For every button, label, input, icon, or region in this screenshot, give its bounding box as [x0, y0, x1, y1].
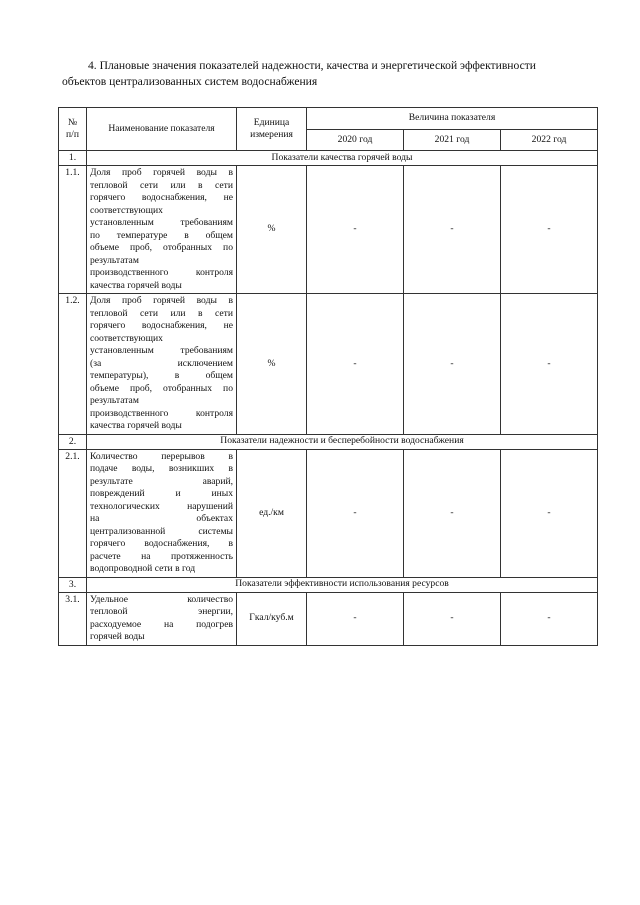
section-title: Показатели качества горячей воды [87, 151, 598, 166]
unit-cell: Гкал/куб.м [237, 592, 307, 645]
document-heading [62, 58, 597, 90]
value-cell: - [307, 449, 404, 577]
value-cell: - [404, 449, 501, 577]
indicator-name-line: повреждений и иных [90, 488, 233, 499]
value-cell: - [501, 449, 598, 577]
indicator-name-line: технологических нарушений [90, 500, 233, 512]
indicator-name-line: температуры), в общем [90, 370, 233, 381]
row-number: 3.1. [59, 592, 87, 645]
section-row [59, 434, 598, 449]
indicator-name-line: тепловой сети или в сети [90, 307, 233, 319]
value-cell: - [307, 592, 404, 645]
indicator-name-line: производственного контроля [90, 267, 233, 278]
header-year-2021: 2021 год [404, 130, 501, 151]
indicator-name-line: Удельное количество [90, 593, 233, 605]
indicator-name-line: установленным требованиям [90, 345, 233, 356]
section-number: 3. [59, 577, 87, 592]
table-row [59, 592, 598, 645]
section-number: 1. [59, 151, 87, 166]
indicator-name-line: расходуемое на подогрев [90, 618, 233, 630]
header-value-group: Величина показателя [307, 108, 598, 130]
indicator-name-line: тепловой энергии, [90, 606, 233, 617]
indicator-name-line: Доля проб горячей воды в [90, 167, 233, 178]
indicator-name-line: установленным требованиям [90, 217, 233, 228]
value-cell: - [501, 294, 598, 435]
section-title: Показатели эффективности использования ресурсов [87, 577, 598, 592]
indicator-name-line: Количество перерывов в [90, 450, 233, 462]
indicator-name-line: горячего водоснабжения, не [90, 192, 233, 203]
section-row [59, 151, 598, 166]
indicator-name-line: на объектах [90, 513, 233, 524]
unit-cell: % [237, 294, 307, 435]
table-row [59, 294, 598, 435]
table-row [59, 449, 598, 577]
indicator-name-line: горячего водоснабжения, не [90, 320, 233, 331]
indicator-name-line: расчете на протяженность [90, 550, 233, 562]
value-cell: - [404, 294, 501, 435]
unit-cell: ед./км [237, 449, 307, 577]
indicator-name-line: горячей воды [90, 631, 145, 642]
indicator-name-line: соответствующих [90, 204, 163, 216]
heading-line-2: объектов централизованных систем водоснабжения [62, 75, 318, 88]
header-name: Наименование показателя [87, 108, 237, 151]
indicators-table [58, 107, 598, 646]
heading-line-1: 4. Плановые значения показателей надежности, качества и энергетической эффективности [88, 59, 537, 72]
header-num: № п/п [59, 108, 87, 151]
value-cell: - [501, 592, 598, 645]
indicator-name-line: объеме проб, отобранных по [90, 382, 233, 394]
indicator-name-line: соответствующих [90, 332, 163, 344]
indicator-name-line: качества горячей воды [90, 420, 182, 431]
unit-cell: % [237, 166, 307, 294]
indicator-name-line: результатам [90, 254, 139, 266]
indicator-name [87, 449, 237, 577]
header-year-2022: 2022 год [501, 130, 598, 151]
indicator-name-line: горячего водоснабжения, в [90, 538, 233, 549]
indicator-name-line: объеме проб, отобранных по [90, 242, 233, 253]
section-title: Показатели надежности и бесперебойности водоснабжения [87, 434, 598, 449]
indicator-name-line: качества горячей воды [90, 279, 182, 291]
indicator-name-line: водопроводной сети в год [90, 563, 196, 574]
indicator-name [87, 294, 237, 435]
table-body [59, 151, 598, 646]
value-cell: - [307, 166, 404, 294]
indicator-name-line: по температуре в общем [90, 229, 233, 241]
indicator-name-line: Доля проб горячей воды в [90, 295, 233, 306]
value-cell: - [501, 166, 598, 294]
indicator-name-line: результате аварий, [90, 475, 233, 487]
section-number: 2. [59, 434, 87, 449]
table-row [59, 166, 598, 294]
value-cell: - [307, 294, 404, 435]
row-number: 1.2. [59, 294, 87, 435]
row-number: 1.1. [59, 166, 87, 294]
header-year-2020: 2020 год [307, 130, 404, 151]
indicator-name-line: (за исключением [90, 357, 233, 369]
indicator-name-line: тепловой сети или в сети [90, 179, 233, 191]
row-number: 2.1. [59, 449, 87, 577]
value-cell: - [404, 592, 501, 645]
header-unit: Единица измерения [237, 108, 307, 151]
indicator-name-line: результатам [90, 395, 139, 406]
indicator-name [87, 592, 237, 645]
value-cell: - [404, 166, 501, 294]
indicator-name-line: производственного контроля [90, 407, 233, 419]
section-row [59, 577, 598, 592]
indicator-name-line: централизованной системы [90, 525, 233, 537]
indicator-name-line: подаче воды, возникших в [90, 463, 233, 474]
indicator-name [87, 166, 237, 294]
